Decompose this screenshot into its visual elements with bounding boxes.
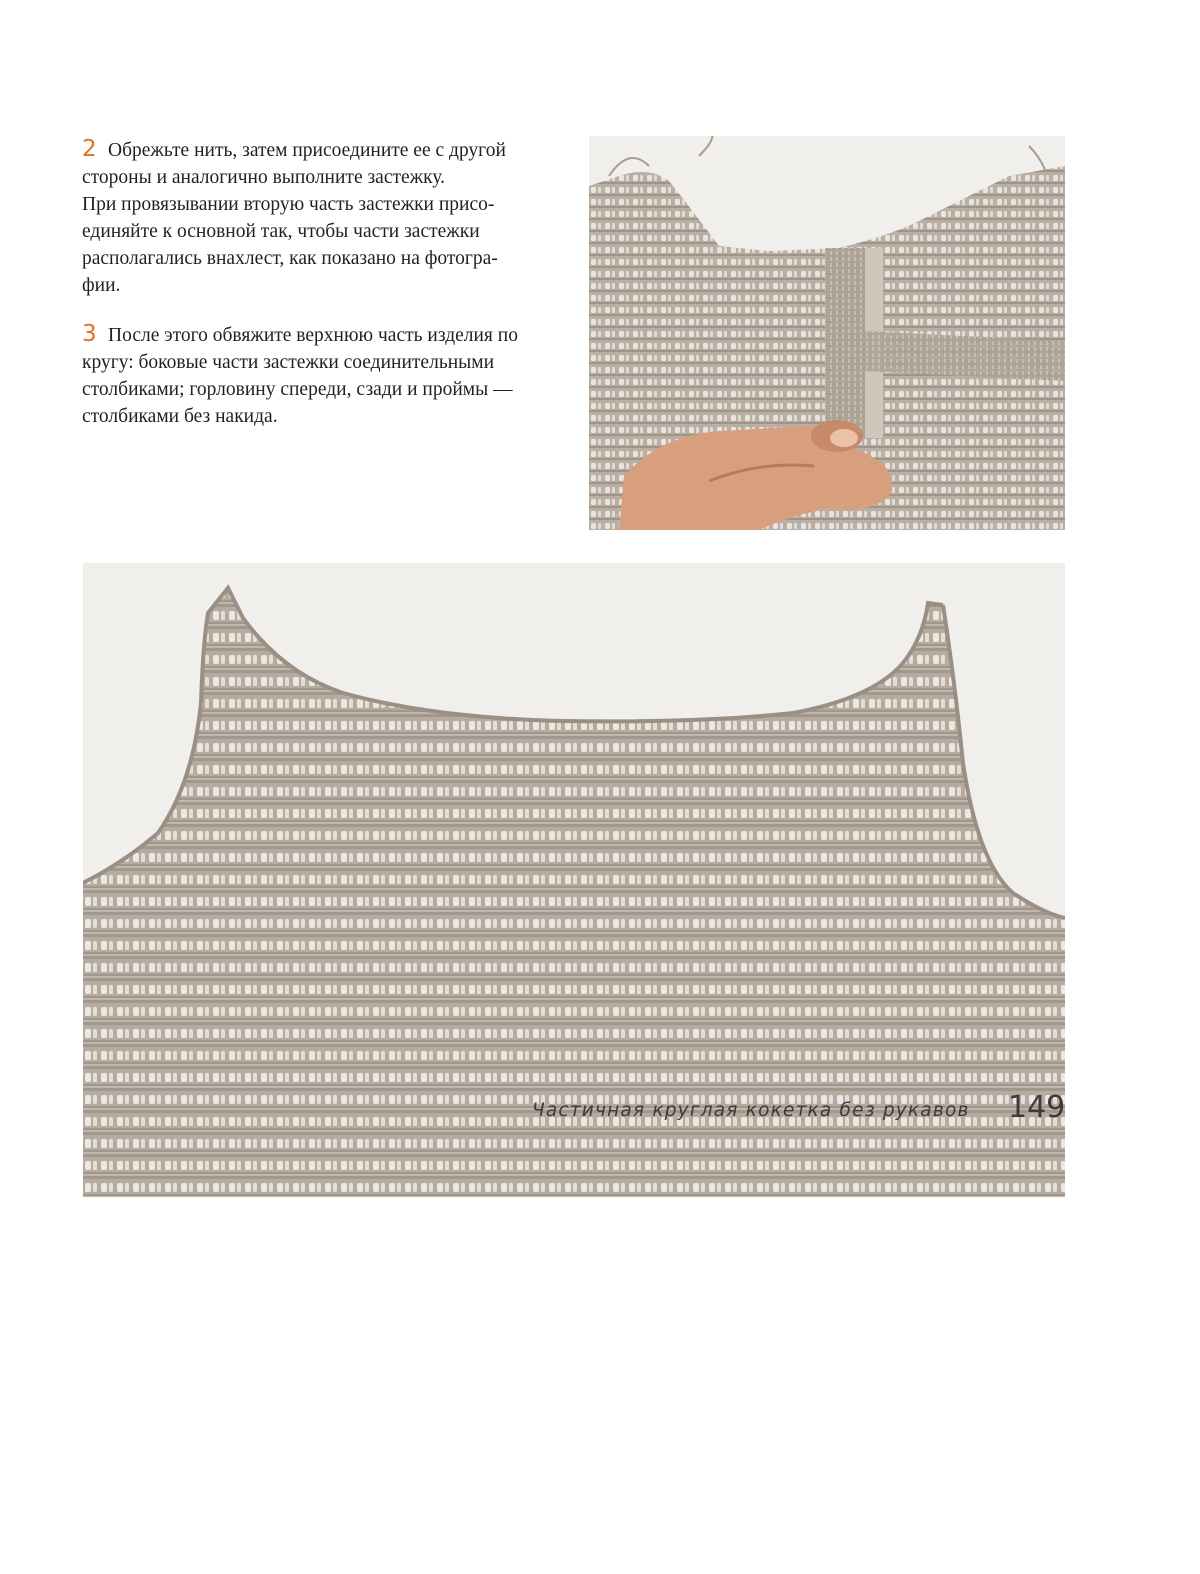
step-text-line: При провязывании вторую часть застежки присо- — [82, 194, 495, 215]
step-text-line: После этого обвяжите верхнюю часть изделия по — [108, 325, 518, 346]
instruction-steps — [82, 136, 562, 430]
step-text-line: кругу: боковые части застежки соединительными — [82, 352, 495, 373]
page-number: 149 — [1008, 1090, 1066, 1125]
step-number: 2 — [82, 136, 97, 162]
buttonband-photo — [589, 136, 1065, 530]
step-text-line: стороны и аналогично выполните застежку. — [82, 167, 446, 188]
buttonband-illustration — [589, 136, 1065, 530]
section-title: Частичная круглая кокетка без рукавов — [532, 1100, 970, 1121]
step-2 — [82, 136, 562, 299]
step-text-line: Обрежьте нить, затем присоедините ее с другой — [108, 140, 506, 161]
step-text-line: располагались внахлест, как показано на фотогра- — [82, 248, 498, 269]
step-text-line: столбиками без накида. — [82, 406, 278, 427]
step-text-line: единяйте к основной так, чтобы части застежки — [82, 221, 480, 242]
step-number: 3 — [82, 321, 97, 347]
step-text-line: столбиками; горловину спереди, сзади и проймы — — [82, 379, 513, 400]
step-text-line: фии. — [82, 275, 121, 296]
step-3 — [82, 321, 562, 430]
